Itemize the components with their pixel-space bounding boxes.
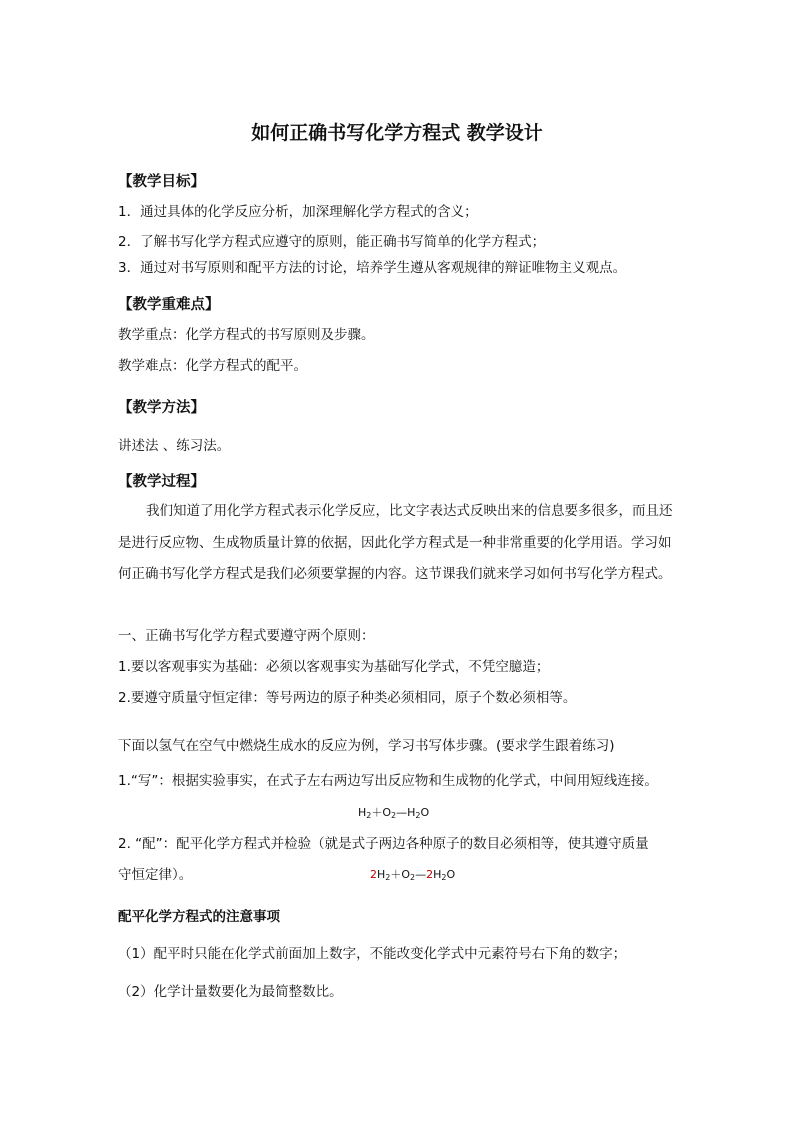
note-1: （1）配平时只能在化学式前面加上数字，不能改变化学式中元素符号右下角的数字； [118, 946, 627, 962]
note-2: （2）化学计量数要化为最简整数比。 [118, 984, 343, 1000]
equation-balanced: $2H_2+O_2—2H_2O$ [370, 868, 456, 882]
equation-unbalanced: $H_2+O_2—H_2O$ [358, 806, 430, 820]
step-2-balance-line-2: 守恒定律）。 [118, 867, 193, 883]
key-point-difficulty: 教学难点：化学方程式的配平。 [118, 358, 307, 374]
step-1-write: 1.“写”：根据实验事实，在式子左右两边写出反应物和生成物的化学式，中间用短线连接。 [118, 773, 658, 789]
principle-2: 2.要遵守质量守恒定律：等号两边的原子种类必须相同，原子个数必须相等。 [118, 690, 577, 706]
principles-title: 一、正确书写化学方程式要遵守两个原则： [118, 628, 375, 644]
notes-title: 配平化学方程式的注意事项 [118, 909, 280, 925]
coefficient-1: 2 [370, 868, 377, 881]
document-title: 如何正确书写化学方程式 教学设计 [251, 122, 543, 144]
coefficient-2: 2 [426, 868, 434, 881]
key-point-focus: 教学重点：化学方程式的书写原则及步骤。 [118, 327, 375, 343]
process-heading: 【教学过程】 [118, 474, 205, 490]
methods-text: 讲述法 、练习法。 [118, 438, 231, 454]
process-intro-paragraph: 我们知道了用化学方程式表示化学反应，比文字表达式反映出来的信息要多很多，而且还是进行反应物、生成物质量计算的依据，因此化学方程式是一种非常重要的化学用语。学习如何正确书写化学方程式是我们必须要掌握的内容。这节课我们就来学习如何书写化学方程式。 [118, 503, 673, 582]
principle-1: 1.要以客观事实为基础：必须以客观事实为基础写化学式，不凭空臆造； [118, 659, 550, 675]
step-2-balance-line-1: 2. “配”：配平化学方程式并检验（就是式子两边各种原子的数目必须相等，使其遵守质量 [118, 836, 649, 852]
methods-heading: 【教学方法】 [118, 400, 205, 416]
objective-item-3: 3．通过对书写原则和配平方法的讨论，培养学生遵从客观规律的辩证唯物主义观点。 [118, 260, 627, 276]
objectives-heading: 【教学目标】 [118, 174, 205, 190]
objective-item-2: 2．了解书写化学方程式应遵守的原则，能正确书写简单的化学方程式； [118, 234, 546, 250]
objective-item-1: 1．通过具体的化学反应分析，加深理解化学方程式的含义； [118, 204, 478, 220]
key-points-heading: 【教学重难点】 [118, 297, 220, 313]
example-intro: 下面以氢气在空气中燃烧生成水的反应为例，学习书写体步骤。(要求学生跟着练习) [118, 738, 615, 754]
